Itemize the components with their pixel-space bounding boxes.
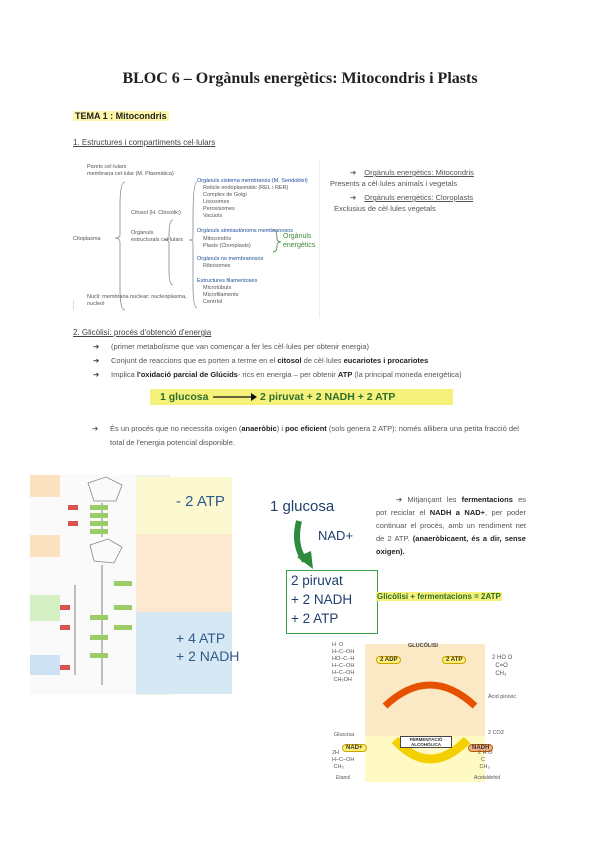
cytosol-label: Citosol (H. Citosòlic)	[131, 210, 181, 216]
filament-label: Estructures filamentoses	[197, 278, 258, 284]
scheme-glucose: 1 glucosa	[270, 498, 335, 515]
cell-structure-diagram	[73, 160, 320, 318]
filament-list: Microtúbuls Microfilaments Centríol	[203, 285, 239, 305]
membranous-system: Orgànuls sistema membranós (M. Sendoblel)	[197, 178, 308, 184]
topic-heading: TEMA 1 : Mitocondris	[75, 111, 167, 121]
cleavage-phase-box	[136, 534, 232, 612]
nadh-badge: NADH	[468, 744, 493, 752]
co2-label: 2 CO2	[488, 730, 504, 736]
curved-arrow-icon	[291, 519, 317, 571]
adp-badge: 2 ADP	[376, 656, 401, 664]
section1-heading: 1. Estructures i compartiments cel·lulars	[73, 138, 216, 147]
acetaldehyde-label: Acetaldehid	[474, 775, 501, 781]
nad-label: NAD+	[318, 528, 354, 543]
glycolysis-equation	[150, 389, 453, 405]
bullet-3: ➔ Implica l'oxidació parcial de Glúcids- rics en energia – per obtenir ATP (la principal moneda energètica)	[93, 370, 462, 379]
fermentation-paragraph: ➔ Mitjançant les fermentacions es pot reciclar el NADH a NAD+, per poder continuar el procés, amb un rendiment net de 2 ATP. (anaeròbicaent, és a dir, sense oxigen).	[376, 495, 527, 556]
bullet-1: ➔ (primer metabolisme que van començar a fer les cèl·lules per obtenir energia)	[93, 342, 370, 351]
mitochondria-link: Orgànuls energètics: Mitocondris	[364, 168, 474, 177]
ethanol-label: Etanol	[336, 775, 351, 781]
chloroplast-link: Orgànuls energètics: Cloroplasts	[364, 193, 474, 202]
chloroplast-note: Exclusius de cèl·lules vegetals	[334, 204, 436, 213]
membranous-list: Reticle endoplasmàtic (REL i RER) Complex de Golgi Lisosomes Peroxisomes Vacúols	[203, 185, 289, 219]
anaerobic-paragraph: ➔ És un procés que no necessita oxigen (anaeròbic) i poc eficient (sols genera 2 ATP): només allibera una petita fracció del total de l'energia potencial disponible.	[92, 424, 519, 447]
membrane-label: Parets cel·lulars membrana cel·lular (M. Plasmàtica)	[87, 164, 174, 177]
glucose-formula: H O H–C–OH HO–C–H H–C–OH H–C–OH CH₂OH	[332, 642, 355, 683]
cycle-arrows	[375, 670, 485, 780]
pyruvate-formula: 2 HO O C=O CH₃	[492, 655, 513, 677]
scheme-output-box: 2 piruvat + 2 NADH + 2 ATP	[286, 570, 378, 634]
ethanol-formula: 2H H–C–OH CH₃	[332, 750, 355, 770]
nad-badge: NAD+	[342, 744, 367, 752]
bullet-2: ➔ Conjunt de reaccions que es porten a terme en el citosol de cèl·lules eucariotes i procariotes	[93, 356, 429, 365]
cytoplasm-label: Citoplasma	[73, 236, 101, 242]
non-membranous-label: Orgànuls no membranosos	[197, 256, 264, 262]
section2-heading: 2. Glicòlisi: procés d'obtenció d'energia	[73, 328, 212, 337]
energetic-organelles-label: Orgànuls energètics	[283, 233, 316, 249]
atp-gain-label: + 4 ATP + 2 NADH	[176, 630, 240, 664]
mitochondria-note: Presents a cèl·lules animals i vegetals	[330, 179, 458, 188]
atp-badge: 2 ATP	[442, 656, 466, 664]
nucleus-label: Nucli: membrana nuclear; nucleoplasma, nucleol	[87, 294, 187, 307]
arrow-icon	[213, 392, 257, 402]
equation-left: 1 glucosa	[160, 391, 209, 403]
glycolysis-title: GLUCÒLISI	[408, 643, 438, 649]
organelle-notes: ➔ Orgànuls energètics: Mitocondris Presents a cèl·lules animals i vegetals ➔ Orgànuls energètics: Cloroplasts Exclusius de cèl·lules vegetals	[330, 168, 474, 213]
organelles-label: Orgànuls estructurals cel·lulars	[131, 230, 183, 243]
equation-right: 2 piruvat + 2 NADH + 2 ATP	[260, 391, 396, 403]
semiautonomous-label: Orgànuls sèmiautònoms membranosos	[197, 228, 293, 234]
glucose-label: Glucosa	[334, 732, 355, 738]
ribosomes-label: Ribosomes	[203, 263, 231, 269]
atp-cost-label: - 2 ATP	[176, 493, 225, 510]
pyruvate-label: Àcid pirúvic	[488, 694, 517, 700]
fermentation-figure	[330, 640, 520, 782]
summary-label: Glicòlisi + fermentacions = 2ATP	[377, 592, 501, 601]
alcoholic-fermentation-box: FERMENTACIÓ ALCOHÒLICA	[400, 736, 452, 748]
energetic-list: Mitocondris Plasts (Cloroplasts)	[203, 236, 251, 249]
page-title: BLOC 6 – Orgànuls energètics: Mitocondris i Plasts	[122, 70, 478, 87]
acetaldehyde-formula: 2 H O C CH₃	[478, 750, 493, 770]
